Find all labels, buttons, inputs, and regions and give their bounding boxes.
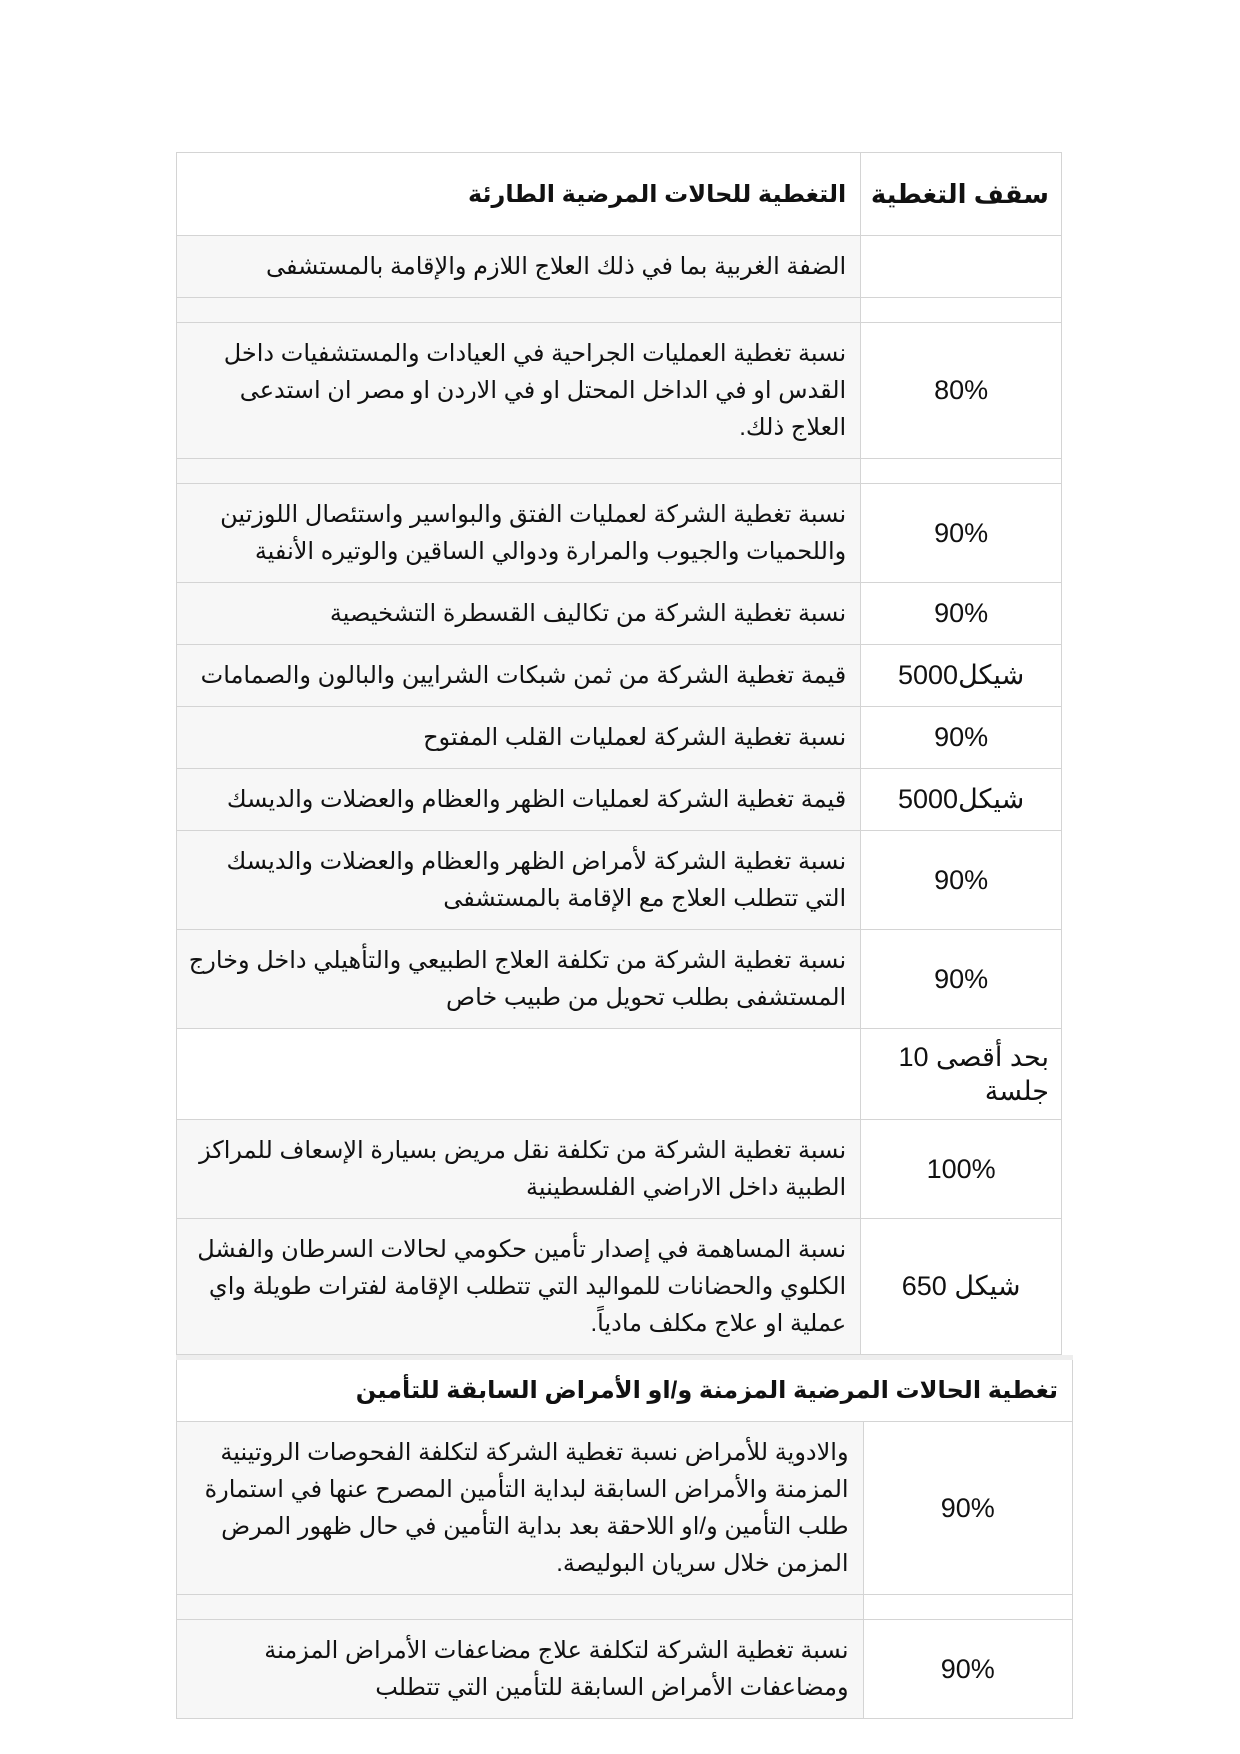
- coverage-value: 100%: [861, 1120, 1062, 1219]
- table-row: [177, 484, 1062, 583]
- coverage-description: نسبة تغطية الشركة لأمراض الظهر والعظام والعضلات والديسك التي تتطلب العلاج مع الإقامة بالمستشفى: [177, 831, 861, 930]
- emergency-header: التغطية للحالات المرضية الطارئة: [177, 153, 861, 236]
- table-row: [177, 1219, 1062, 1355]
- table-row: [177, 707, 1062, 769]
- coverage-value: 80%: [861, 323, 1062, 459]
- coverage-description: نسبة تغطية الشركة لعمليات الفتق والبواسير واستئصال اللوزتين واللحميات والجيوب والمرارة ودوالي الساقين والوتيره الأنفية: [177, 484, 861, 583]
- coverage-value: بحد أقصى 10 جلسة: [861, 1029, 1062, 1120]
- section-title-row: [177, 1358, 1073, 1422]
- table-row: [177, 1120, 1062, 1219]
- table-row: [177, 583, 1062, 645]
- table-row: [177, 1422, 1073, 1595]
- emergency-intro: الضفة الغربية بما في ذلك العلاج اللازم والإقامة بالمستشفى: [177, 236, 861, 298]
- table-row: [177, 831, 1062, 930]
- table-row: [177, 1620, 1073, 1719]
- table-row: [177, 323, 1062, 459]
- coverage-description: [177, 1029, 861, 1120]
- coverage-description: نسبة تغطية الشركة لعمليات القلب المفتوح: [177, 707, 861, 769]
- coverage-description: قيمة تغطية الشركة من ثمن شبكات الشرايين والبالون والصمامات: [177, 645, 861, 707]
- table-header-row: [177, 153, 1062, 236]
- coverage-description: نسبة تغطية الشركة لتكلفة علاج مضاعفات الأمراض المزمنة ومضاعفات الأمراض السابقة للتأمين التي تتطلب: [177, 1620, 864, 1719]
- chronic-section-title: تغطية الحالات المرضية المزمنة و/او الأمراض السابقة للتأمين: [177, 1358, 1073, 1422]
- coverage-value: 90%: [861, 707, 1062, 769]
- ceiling-header: سقف التغطية: [861, 153, 1062, 236]
- coverage-value: شيكل5000: [861, 645, 1062, 707]
- coverage-description: نسبة تغطية الشركة من تكلفة نقل مريض بسيارة الإسعاف للمراكز الطبية داخل الاراضي الفلسطينية: [177, 1120, 861, 1219]
- coverage-description: نسبة المساهمة في إصدار تأمين حكومي لحالات السرطان والفشل الكلوي والحضانات للمواليد التي تتطلب الإقامة لفترات طويلة واي عملية او علاج مكلف مادياً.: [177, 1219, 861, 1355]
- coverage-value: 90%: [861, 831, 1062, 930]
- coverage-description: قيمة تغطية الشركة لعمليات الظهر والعظام والعضلات والديسك: [177, 769, 861, 831]
- table-row: [177, 645, 1062, 707]
- emergency-coverage-table: [176, 152, 1062, 1355]
- table-row: [177, 236, 1062, 298]
- spacer-row: [177, 459, 1062, 484]
- coverage-value: 90%: [863, 1422, 1072, 1595]
- coverage-value: 90%: [861, 484, 1062, 583]
- table-row: [177, 930, 1062, 1029]
- coverage-description: نسبة تغطية الشركة من تكلفة العلاج الطبيعي والتأهيلي داخل وخارج المستشفى بطلب تحويل من طبيب خاص: [177, 930, 861, 1029]
- coverage-value: شيكل5000: [861, 769, 1062, 831]
- table-row: [177, 769, 1062, 831]
- spacer-row: [177, 298, 1062, 323]
- chronic-coverage-table: [176, 1355, 1073, 1719]
- coverage-value: 90%: [861, 930, 1062, 1029]
- coverage-description: نسبة تغطية العمليات الجراحية في العيادات والمستشفيات داخل القدس او في الداخل المحتل او في الاردن او مصر ان استدعى العلاج ذلك.: [177, 323, 861, 459]
- coverage-value: 90%: [863, 1620, 1072, 1719]
- spacer-row: [177, 1595, 1073, 1620]
- coverage-document: [176, 152, 1062, 1719]
- coverage-description: نسبة تغطية الشركة من تكاليف القسطرة التشخيصية: [177, 583, 861, 645]
- coverage-description: والادوية للأمراض نسبة تغطية الشركة لتكلفة الفحوصات الروتينية المزمنة والأمراض السابقة لبداية التأمين المصرح عنها في استمارة طلب التأمين و/او اللاحقة بعد بداية التأمين في حال ظهور المرض المزمن خلال سريان البوليصة.: [177, 1422, 864, 1595]
- table-row: [177, 1029, 1062, 1120]
- coverage-value: 90%: [861, 583, 1062, 645]
- empty-value-cell: [861, 236, 1062, 298]
- coverage-value: شيكل 650: [861, 1219, 1062, 1355]
